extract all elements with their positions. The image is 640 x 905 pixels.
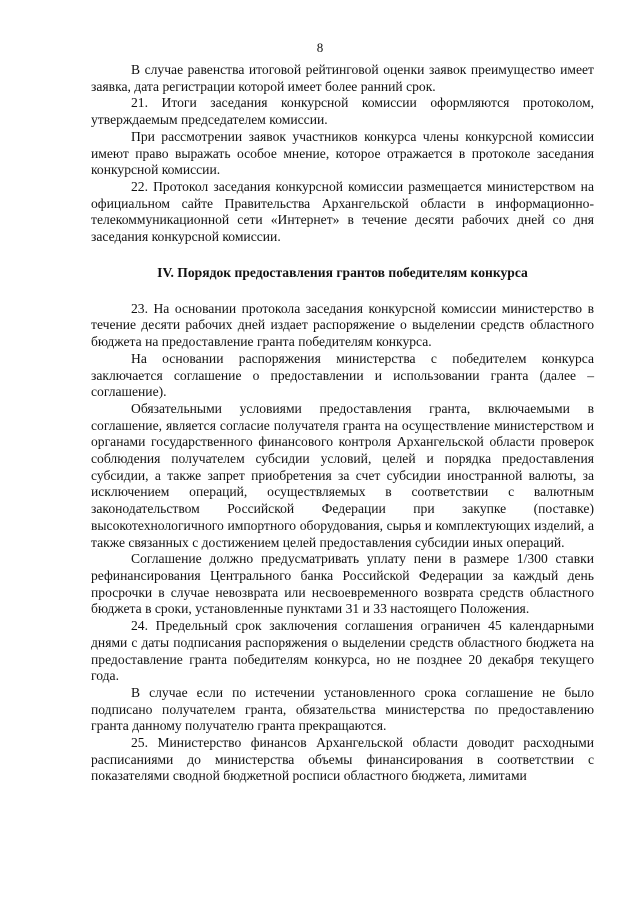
section-heading: IV. Порядок предоставления грантов победителям конкурса bbox=[157, 264, 528, 280]
paragraph: 25. Министерство финансов Архангельской области доводит расходными расписаниями до министерства объемы финансирования в соответствии с показателями сводной бюджетной росписи областного бюджета, лимитами bbox=[91, 735, 594, 784]
paragraph: При рассмотрении заявок участников конкурса члены конкурсной комиссии имеют право выражать особое мнение, которое отражается в протоколе заседания конкурсной комиссии. bbox=[91, 128, 594, 178]
paragraph: В случае равенства итоговой рейтинговой оценки заявок преимущество имеет заявка, дата регистрации которой имеет более ранний срок. bbox=[91, 62, 594, 94]
page-number: 8 bbox=[316, 40, 324, 55]
paragraph: 24. Предельный срок заключения соглашения ограничен 45 календарными днями с даты подписания распоряжения о выделении средств областного бюджета на предоставление гранта победителям конкурса, но не позднее 20 декабря текущего года. bbox=[91, 618, 594, 684]
paragraph: Обязательными условиями предоставления гранта, включаемыми в соглашение, является согласие получателя гранта на осуществление министерством и органами государственного финансового контроля Архангельской области проверок соблюдения получателем субсидии условий, целей и порядка предоставления субсидии, а также запрет приобретения за счет субсидии иностранной валюты, за исключением операций, осуществляемых в соответствии с валютным законодательством Российской Федерации при закупке (поставке) высокотехнологичного импортного оборудования, сырья и комплектующих изделий, а также связанных с достижением целей предоставления субсидии иных операций. bbox=[91, 400, 594, 550]
paragraph: 23. На основании протокола заседания конкурсной комиссии министерство в течение десяти рабочих дней издает распоряжение о выделении средств областного бюджета на предоставление гранта победителям конкурса. bbox=[91, 300, 594, 350]
document-body bbox=[91, 62, 594, 785]
paragraph: На основании распоряжения министерства с победителем конкурса заключается соглашение о предоставлении и использовании гранта (далее – соглашение). bbox=[91, 350, 594, 400]
paragraph: Соглашение должно предусматривать уплату пени в размере 1/300 ставки рефинансирования Центрального банка Российской Федерации за каждый день просрочки в случае невозврата или несвоевременного возврата средств областного бюджета в сроки, установленные пунктами 31 и 33 настоящего Положения. bbox=[91, 551, 594, 617]
paragraph: В случае если по истечении установленного срока соглашение не было подписано получателем гранта, обязательства министерства по предоставлению гранта данному получателю гранта прекращаются. bbox=[91, 684, 594, 734]
paragraph: 22. Протокол заседания конкурсной комиссии размещается министерством на официальном сайте Правительства Архангельской области в информационно-телекоммуникационной сети «Интернет» в течение десяти рабочих дней со дня заседания конкурсной комиссии. bbox=[91, 178, 594, 245]
paragraph: 21. Итоги заседания конкурсной комиссии оформляются протоколом, утверждаемым председателем комиссии. bbox=[91, 95, 594, 128]
